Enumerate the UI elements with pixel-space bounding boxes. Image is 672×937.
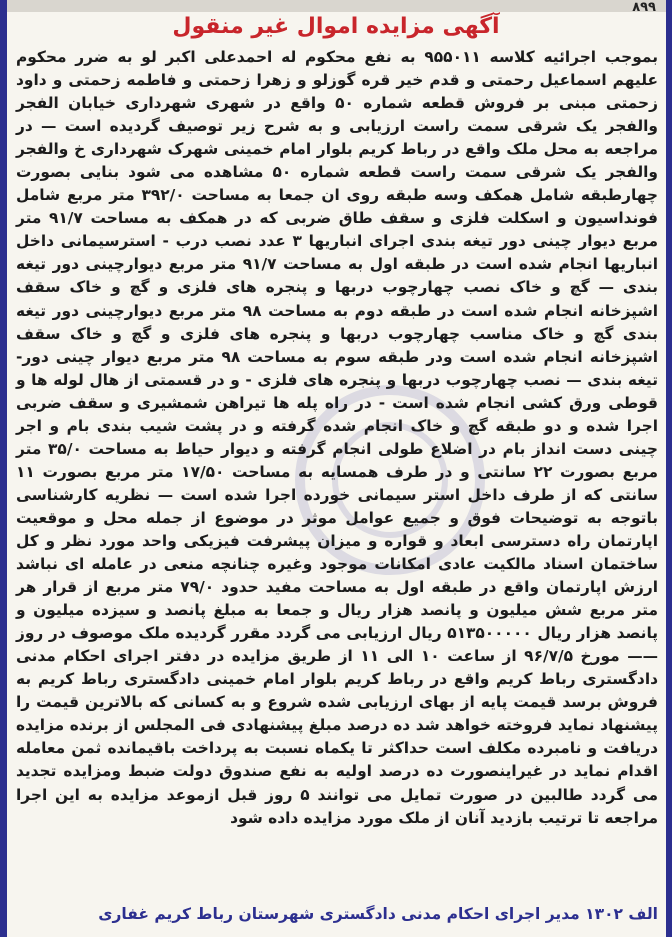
left-border <box>0 0 7 937</box>
right-border <box>666 0 672 937</box>
page-number: ۸۹۹ <box>632 0 656 15</box>
notice-signature: الف ۱۳۰۲ مدیر اجرای احکام مدنی دادگستری شهرستان رباط کریم غفاری <box>98 905 658 923</box>
top-strip <box>7 0 666 12</box>
notice-body: بموجب اجرائیه کلاسه ۹۵۵۰۱۱ به نفع محکوم له احمدعلی اکبر لو به ضرر محکوم علیهم اسماعیل رحمتی و قدم خیر قره گوزلو و زهرا زحمتی و فاطمه زحمتی و داود زحمتی مبنی بر فروش قطعه شماره ۵۰ واقع در شهری شهرداری خیابان الفجر والفجر یک شرقی سمت راست ارزیابی و به شرح زیر توصیف گردیده است — در مراجعه به محل ملک واقع در رباط کریم بلوار امام خمینی شهرک شهرداری خ والفجر والفجر یک شرقی سمت راست قطعه شماره ۵۰ مشاهده می شود بنایی بصورت چهارطبقه شامل همکف وسه طبقه روی ان جمعا به مساحت ۳۹۲/۰ متر مربع شامل فونداسیون و اسکلت فلزی و سقف طاق ضربی که در همکف به مساحت ۹۱/۷ متر مربع دیوار چینی دور تیغه بندی اجرای انباریها ۳ عدد نصب درب - استرسیمانی داخل انباریها انجام شده است در طبقه اول به مساحت ۹۱/۷ متر مربع دیوارچینی دور تیغه بندی — گچ و خاک نصب چهارچوب دربها و پنجره های فلزی و گچ و خاک سقف اشپزخانه انجام شده است در طبقه دوم به مساحت ۹۸ متر مربع دیوارچینی دور تیغه بندی گچ و خاک مناسب چهارچوب دربها و پنجره های فلزی و گچ و خاک سقف اشپزخانه انجام شده است ودر طبقه سوم به مساحت ۹۸ متر مربع دیوار چینی دور- تیغه بندی — نصب چهارچوب دربها و پنجره های فلزی - و در قسمتی از هال لوله ها و قوطی ورق کشی انجام شده است - در راه پله ها تیراهن شمشیری و سقف ضربی اجرا شده و دو طبقه گچ و خاک انجام شده گرفته و در پشت شیب بندی بام و اجر چینی دست انداز بام در اضلاع طولی انجام گرفته و دیوار حیاط به مساحت ۳۵/۰ متر مربع بصورت ۲۲ سانتی و در طرف همسایه به مساحت ۱۷/۵۰ متر مربع بصورت ۱۱ سانتی که از طرف داخل استر سیمانی خورده اجرا شده است — نظریه کارشناسی باتوجه به توضیحات فوق و جمیع عوامل موثر در موضوع از جمله محل و موقعیت اپارتمان راه دسترسی ابعاد و قواره و میزان پیشرفت فیزیکی واحد مورد نظر و کل ساختمان اسناد مالکیت عادی امکانات موجود وغیره چنانچه منعی در عامله ای نباشد ارزش اپارتمان واقع در طبقه اول به مساحت مفید حدود ۷۹/۰ متر مربع از قرار هر متر مربع شش میلیون و پانصد هزار ریال و جمعا به مبلغ پانصد و سیزده میلیون و پانصد هزار ریال ۵۱۳۵۰۰۰۰۰ ریال ارزیابی می گردد مقرر گردیده ملک موصوف در روز —— مورخ ۹۶/۷/۵ از ساعت ۱۰ الی ۱۱ از طریق مزایده در دفتر اجرای احکام مدنی دادگستری رباط کریم واقع در رباط کریم بلوار امام خمینی دادگستری رباط کریم به فروش برسد قیمت پایه از بهای ارزیابی شده شروع و به کسانی که بالاترین قیمت را پیشنهاد نماید فروخته خواهد شد ده درصد مبلغ پیشنهادی فی المجلس از برنده مزایده دریافت و نامبرده مکلف است حداکثر تا یکماه نسبت به پرداخت باقیمانده ثمن معامله اقدام نماید در غیراینصورت ده درصد اولیه به نفع صندوق دولت ضبط ومزایده تجدید می گردد طالبین در صورت تمایل می توانند ۵ روز قبل ازموعد مزایده به این اجرا مراجعه تا ترتیب بازدید آنان از ملک مورد مزایده داده شود <box>16 48 659 827</box>
notice-title: آگهی مزایده اموال غیر منقول <box>172 14 500 39</box>
